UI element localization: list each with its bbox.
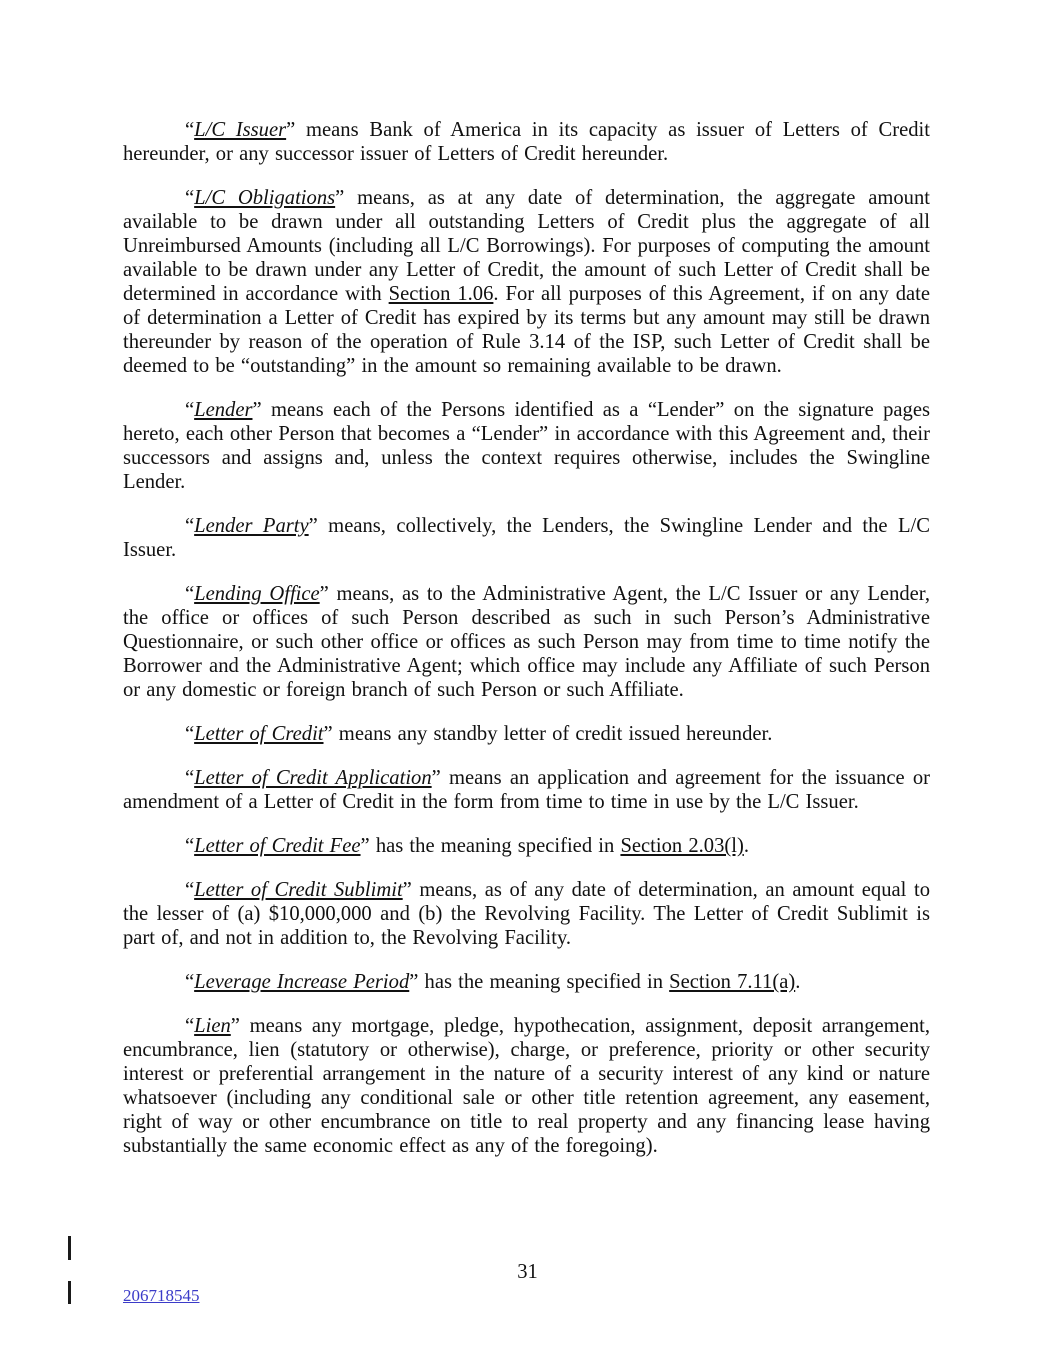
- text-run: ” means, as at any date of determination, the aggregate amount available to be drawn under all outstanding Letters of Credit plus the aggregate of all Unreimbursed Amounts (including all L/C Borrowings). For purposes of computing the amount available to be drawn under any Letter of Credit, the amount of such Letter of Credit shall be determined in accordance with: [123, 187, 930, 305]
- defined-term: L/C Obligations: [194, 187, 336, 209]
- defined-term: Lien: [194, 1015, 231, 1037]
- section-reference: Section 7.11(a): [669, 971, 796, 993]
- text-run: ” means, as to the Administrative Agent, the L/C Issuer or any Lender, the office or offices of such Person described as such in such Person’s Administrative Questionnaire, or such other office or offices as such Person may from time to time notify the Borrower and the Administrative Agent; which office may include any Affiliate of such Person or any domestic or foreign branch of such Person or such Affiliate.: [123, 583, 930, 701]
- text-run: ” means Bank of America in its capacity as issuer of Letters of Credit hereunder, or any successor issuer of Letters of Credit hereunder.: [123, 119, 930, 165]
- text-run: “: [185, 515, 195, 537]
- paragraph: [123, 398, 930, 494]
- text-run: ” has the meaning specified in: [360, 835, 621, 857]
- defined-term: Lender: [194, 399, 253, 421]
- section-reference: Section 2.03(l): [620, 835, 744, 857]
- text-run: ” has the meaning specified in: [409, 971, 670, 993]
- text-run: “: [185, 399, 195, 421]
- text-run: “: [185, 723, 195, 745]
- paragraph: [123, 514, 930, 562]
- text-run: ” means any standby letter of credit issued hereunder.: [323, 723, 773, 745]
- text-run: ” means, as of any date of determination, an amount equal to the lesser of (a) $10,000,000 and (b) the Revolving Facility. The Letter of Credit Sublimit is part of, and not in addition to, the Revolving Facility.: [123, 879, 931, 949]
- paragraph: [123, 1014, 930, 1158]
- paragraph: [123, 582, 930, 702]
- text-run: ” means, collectively, the Lenders, the Swingline Lender and the L/C Issuer.: [123, 515, 930, 561]
- defined-term: Letter of Credit Application: [194, 767, 432, 789]
- paragraph: [123, 766, 930, 814]
- paragraph: [123, 118, 930, 166]
- text-run: .: [795, 971, 801, 993]
- defined-term: Leverage Increase Period: [194, 971, 410, 993]
- doc-id-link[interactable]: 206718545: [123, 1286, 200, 1305]
- text-run: . For all purposes of this Agreement, if on any date of determination a Letter of Credit has expired by its terms but any amount may still be drawn thereunder by reason of the operation of Rule 3.14 of the ISP, such Letter of Credit shall be deemed to be “outstanding” in the amount so remaining available to be drawn.: [123, 283, 931, 377]
- defined-term: Letter of Credit Sublimit: [194, 879, 403, 901]
- text-run: “: [185, 767, 195, 789]
- text-run: ” means any mortgage, pledge, hypothecation, assignment, deposit arrangement, encumbrance, lien (statutory or otherwise), charge, or preference, priority or other security interest or preferential arrangement in the nature of a security interest of any kind or nature whatsoever (including any conditional sale or other title retention agreement, any easement, right of way or other encumbrance on title to real property and any financing lease having substantially the same economic effect as any of the foregoing).: [123, 1015, 930, 1157]
- paragraph: [123, 186, 930, 378]
- defined-term: Letter of Credit: [194, 723, 324, 745]
- paragraph: [123, 834, 930, 858]
- text-run: “: [185, 1015, 195, 1037]
- text-run: “: [185, 119, 195, 141]
- defined-term: L/C Issuer: [194, 119, 287, 141]
- text-run: “: [185, 835, 195, 857]
- text-run: “: [185, 583, 195, 605]
- text-run: “: [185, 971, 195, 993]
- text-run: “: [185, 187, 195, 209]
- defined-term: Lender Party: [194, 515, 309, 537]
- text-run: .: [743, 835, 749, 857]
- text-run: “: [185, 879, 195, 901]
- defined-term: Lending Office: [194, 583, 320, 605]
- paragraph: [123, 722, 930, 746]
- defined-term: Letter of Credit Fee: [194, 835, 361, 857]
- paragraph: [123, 878, 930, 950]
- text-run: ” means an application and agreement for the issuance or amendment of a Letter of Credit in the form from time to time in use by the L/C Issuer.: [123, 767, 930, 813]
- paragraph: [123, 970, 930, 994]
- page-number: 31: [517, 1261, 538, 1283]
- revision-bar-icon: [68, 1281, 71, 1304]
- section-reference: Section 1.06: [388, 283, 494, 305]
- revision-bar-icon: [68, 1236, 71, 1260]
- text-run: ” means each of the Persons identified as a “Lender” on the signature pages hereto, each other Person that becomes a “Lender” in accordance with this Agreement and, their successors and assigns and, unless the context requires otherwise, includes the Swingline Lender.: [123, 399, 930, 493]
- document-body: [123, 118, 930, 1158]
